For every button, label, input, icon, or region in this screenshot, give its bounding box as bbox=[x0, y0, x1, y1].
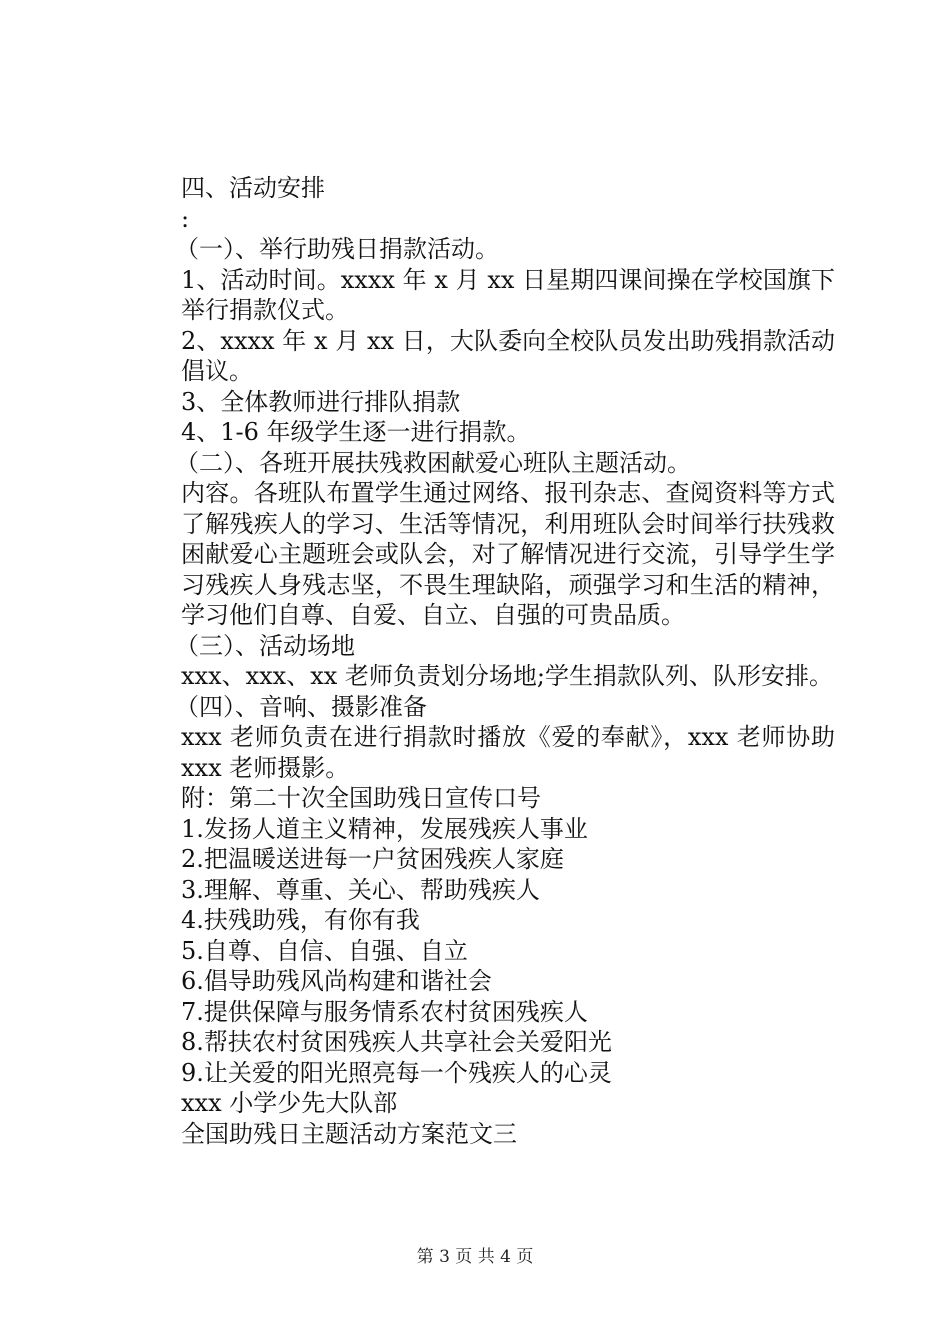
slogan-item: 6.倡导助残风尚构建和谐社会 bbox=[181, 967, 492, 995]
slogan-item: 3.理解、尊重、关心、帮助残疾人 bbox=[181, 875, 540, 904]
paragraph: xxx 老师负责在进行捐款时播放《爱的奉献》，xxx 老师协助 xxx 老师摄影。 bbox=[181, 723, 835, 782]
document-body bbox=[135, 173, 835, 1149]
next-title: 全国助残日主题活动方案范文三 bbox=[181, 1119, 517, 1148]
paragraph: xxx、xxx、xx 老师负责划分场地;学生捐款队列、队形安排。 bbox=[181, 662, 833, 690]
paragraph: 4、1-6 年级学生逐一进行捐款。 bbox=[181, 418, 531, 446]
subsection-heading: （二）、各班开展扶残救困献爱心班队主题活动。 bbox=[175, 448, 691, 477]
section-heading: 四、活动安排 bbox=[181, 174, 325, 202]
paragraph: 3、全体教师进行排队捐款 bbox=[181, 387, 461, 416]
slogan-item: 4.扶残助残，有你有我 bbox=[181, 906, 420, 934]
appendix-heading: 附：第二十次全国助残日宣传口号 bbox=[181, 784, 541, 812]
slogan-item: 5.自尊、自信、自强、自立 bbox=[181, 936, 468, 965]
slogan-item: 7.提供保障与服务情系农村贫困残疾人 bbox=[181, 997, 588, 1026]
paragraph: 1、活动时间。xxxx 年 x 月 xx 日星期四课间操在学校国旗下举行捐款仪式。 bbox=[181, 265, 835, 324]
paragraph: 内容。各班队布置学生通过网络、报刊杂志、查阅资料等方式了解残疾人的学习、生活等情况，利用班队会时间举行扶残救困献爱心主题班会或队会，对了解情况进行交流，引导学生学习残疾人身残志坚，不畏生理缺陷，顽强学习和生活的精神，学习他们自尊、自爱、自立、自强的可贵品质。 bbox=[181, 479, 835, 629]
slogan-item: 8.帮扶农村贫困残疾人共享社会关爱阳光 bbox=[181, 1028, 612, 1056]
slogan-item: 1.发扬人道主义精神，发展残疾人事业 bbox=[181, 814, 588, 843]
slogan-item: 2.把温暖送进每一户贫困残疾人家庭 bbox=[181, 845, 564, 873]
colon-line: : bbox=[181, 204, 190, 233]
signature-line: xxx 小学少先大队部 bbox=[181, 1089, 398, 1117]
slogan-item: 9.让关爱的阳光照亮每一个残疾人的心灵 bbox=[181, 1058, 612, 1087]
subsection-heading: （三）、活动场地 bbox=[175, 631, 355, 660]
subsection-heading: （一）、举行助残日捐款活动。 bbox=[175, 235, 499, 263]
paragraph: 2、xxxx 年 x 月 xx 日，大队委向全校队员发出助残捐款活动倡议。 bbox=[181, 326, 835, 385]
subsection-heading: （四）、音响、摄影准备 bbox=[175, 692, 427, 721]
page-footer: 第 3 页 共 4 页 bbox=[416, 1247, 534, 1267]
